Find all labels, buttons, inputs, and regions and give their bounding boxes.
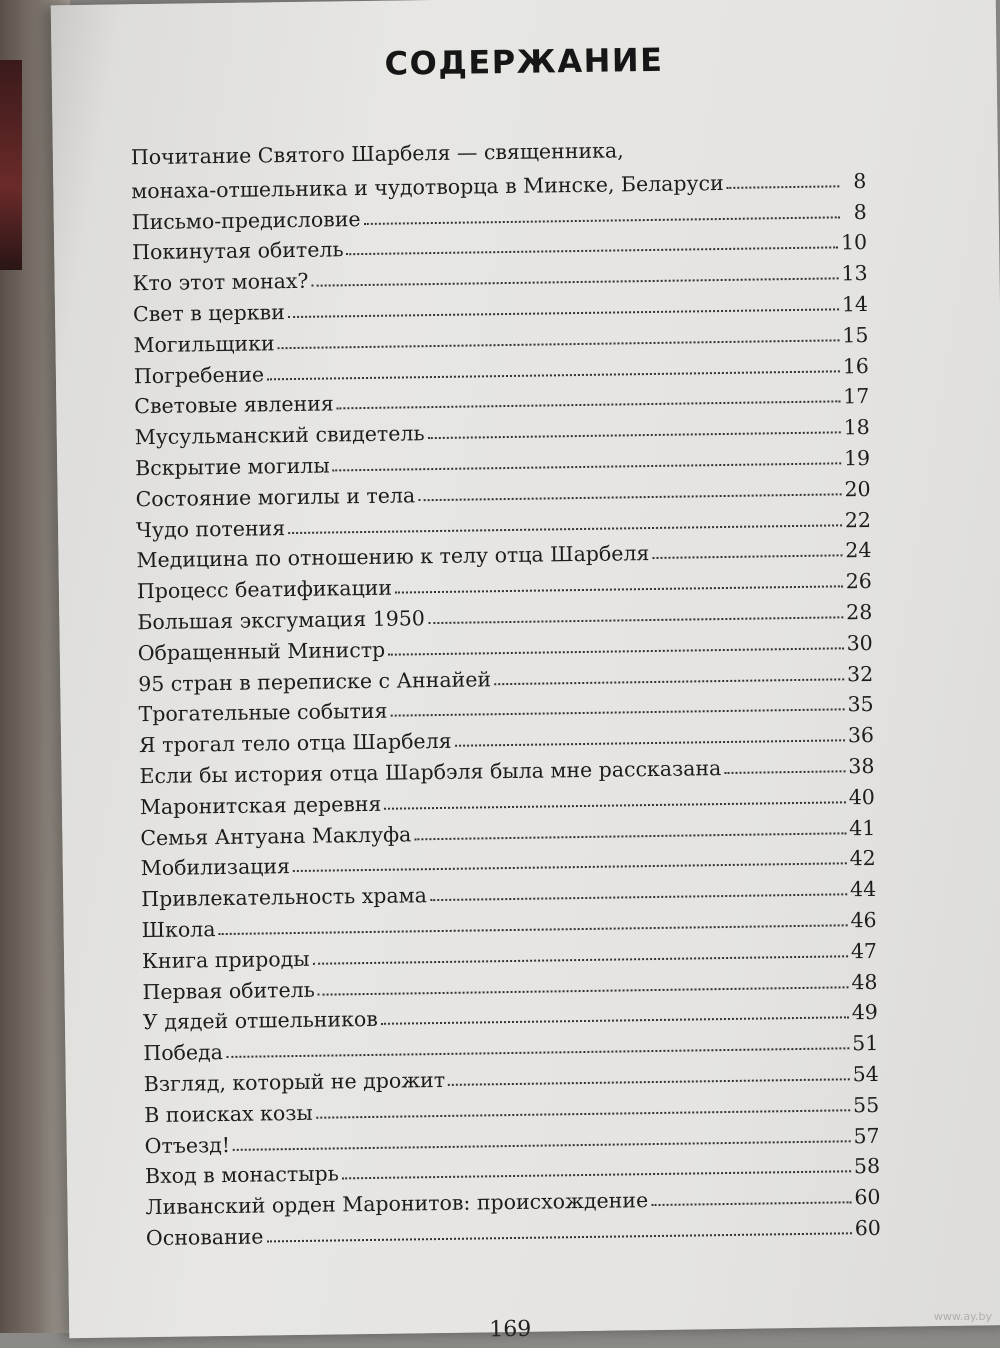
dot-leader xyxy=(333,462,841,471)
dot-leader xyxy=(388,647,843,655)
toc-page-number: 41 xyxy=(849,815,876,840)
toc-entry-title: Погребение xyxy=(133,361,265,388)
toc-entry-title: Световые явления xyxy=(134,391,334,419)
toc-page-number: 10 xyxy=(840,230,868,255)
toc-page-number: 40 xyxy=(848,784,876,810)
toc-page-number: 47 xyxy=(850,938,878,963)
toc-page-number: 15 xyxy=(842,322,869,348)
dot-leader xyxy=(390,709,844,717)
dot-leader xyxy=(494,678,844,685)
toc-page-number: 13 xyxy=(841,261,868,286)
dot-leader xyxy=(384,801,845,809)
toc-page-number: 60 xyxy=(854,1215,882,1241)
toc-entry-title: Вход в монастырь xyxy=(144,1161,340,1189)
toc-entry-title: Привлекательность храма xyxy=(141,883,428,912)
toc-entry-title: Могильщики xyxy=(133,331,275,358)
toc-entry-title: Ливанский орден Маронитов: происхождение xyxy=(145,1188,649,1220)
page-title: СОДЕРЖАНИЕ xyxy=(384,40,664,83)
toc-page-number: 26 xyxy=(845,569,873,594)
toc-page-number: 51 xyxy=(852,1030,879,1056)
dot-leader xyxy=(428,432,841,440)
toc-entry-title: Покинутая обитель xyxy=(132,237,344,265)
dot-leader xyxy=(418,493,841,501)
dot-leader xyxy=(651,1201,851,1206)
toc-page-number: 8 xyxy=(853,168,867,193)
dot-leader xyxy=(652,555,842,560)
toc-entry-title: Мобилизация xyxy=(140,854,291,881)
dot-leader xyxy=(316,1109,850,1118)
toc-page-number: 58 xyxy=(853,1154,881,1179)
toc-entry-line-2: монаха-отшельника и чудотворца в Минске, Беларуси xyxy=(131,170,724,204)
toc-entry-title: Основание xyxy=(145,1224,264,1251)
toc-entry-title: Кто этот монах? xyxy=(132,268,309,296)
toc-entry-title: Первая обитель xyxy=(142,977,316,1004)
toc-entry-title: Мусульманский свидетель xyxy=(134,421,425,450)
toc-page-number: 36 xyxy=(847,723,875,748)
footer-page-number: 169 xyxy=(489,1316,532,1343)
book-page xyxy=(51,0,1000,1343)
dot-leader xyxy=(364,216,840,225)
toc-page-number: 60 xyxy=(854,1184,881,1210)
toc-page-number: 32 xyxy=(846,661,874,686)
toc-page-number: 17 xyxy=(843,384,870,409)
toc-entry-title: Взгляд, который не дрожит xyxy=(143,1067,446,1097)
toc-page-number: 48 xyxy=(851,969,878,994)
toc-page-number: 55 xyxy=(852,1092,880,1117)
toc-page-number: 54 xyxy=(852,1061,879,1087)
dot-leader xyxy=(455,739,845,746)
toc-page-number: 14 xyxy=(841,291,869,317)
toc-entry-title: Чудо потения xyxy=(135,515,286,542)
toc-entry-title: 95 стран в переписке с Аннайей xyxy=(138,666,492,696)
toc-entry-title: Письмо-предисловие xyxy=(131,206,361,234)
toc-page-number: 28 xyxy=(846,599,873,625)
dot-leader xyxy=(727,185,840,189)
dot-leader xyxy=(448,1078,850,1086)
dot-leader xyxy=(430,893,847,901)
watermark: www.ay.by xyxy=(933,1310,992,1323)
toc-page-number: 19 xyxy=(843,445,871,471)
toc-entry-title: Маронитская деревня xyxy=(139,791,382,819)
toc-page-number: 18 xyxy=(843,415,870,440)
dot-leader xyxy=(395,585,843,593)
toc-page-number: 22 xyxy=(844,507,872,532)
toc-entry-title: Если бы история отца Шарбэля была мне рассказана xyxy=(139,755,722,789)
toc-entry-title: Книга природы xyxy=(141,946,310,973)
toc-page-number: 38 xyxy=(848,753,875,779)
dot-leader xyxy=(318,986,849,995)
toc-page-number: 30 xyxy=(846,630,873,656)
toc-page-number: 24 xyxy=(845,538,872,563)
dot-leader xyxy=(347,247,838,256)
dot-leader xyxy=(313,955,848,964)
cover-edge xyxy=(0,60,22,270)
toc-entry-title: Школа xyxy=(141,917,216,943)
toc-page-number: 42 xyxy=(849,846,876,871)
toc-page-number: 16 xyxy=(842,353,870,378)
toc-entry-title: Обращенный Министр xyxy=(137,637,386,665)
toc-entry-title: Свет в церкви xyxy=(132,300,285,327)
toc-entry-title: В поисках козы xyxy=(144,1100,313,1127)
toc-page-number: 35 xyxy=(847,692,874,717)
dot-leader xyxy=(428,616,843,624)
toc-entry-title: Отъезд! xyxy=(144,1132,231,1158)
dot-leader xyxy=(414,832,846,840)
toc-page-number: 8 xyxy=(853,199,867,224)
toc-page-number: 46 xyxy=(850,907,877,933)
toc-entry-title: Состояние могилы и тела xyxy=(135,483,416,511)
toc-entry-title: Я трогал тело отца Шарбеля xyxy=(138,728,452,758)
dot-leader xyxy=(381,1017,849,1026)
toc-entry-title: Вскрытие могилы xyxy=(135,453,330,481)
toc-page-number: 49 xyxy=(851,1000,879,1025)
dot-leader xyxy=(337,401,840,410)
toc-entry-title: Процесс беатификации xyxy=(136,575,393,604)
dot-leader xyxy=(311,278,838,287)
toc-page-number: 57 xyxy=(853,1123,880,1148)
toc-page-number: 44 xyxy=(849,877,877,902)
dot-leader xyxy=(724,770,845,774)
toc-page-number: 20 xyxy=(844,476,871,502)
toc-entry-title: Семья Антуана Маклуфа xyxy=(140,821,412,850)
dot-leader xyxy=(267,1232,852,1242)
toc-entry-title: Медицина по отношению к телу отца Шарбеля xyxy=(136,541,650,573)
table-of-contents xyxy=(131,134,881,1250)
toc-entry-title: У дядей отшельников xyxy=(142,1007,378,1035)
dot-leader xyxy=(342,1171,851,1180)
toc-entry-title: Трогательные события xyxy=(138,699,388,727)
toc-entry-title: Большая эксгумация 1950 xyxy=(137,606,426,635)
toc-entry-title: Победа xyxy=(143,1040,224,1066)
toc-entry-line-1: Почитание Святого Шарбеля — священника, xyxy=(130,138,624,170)
